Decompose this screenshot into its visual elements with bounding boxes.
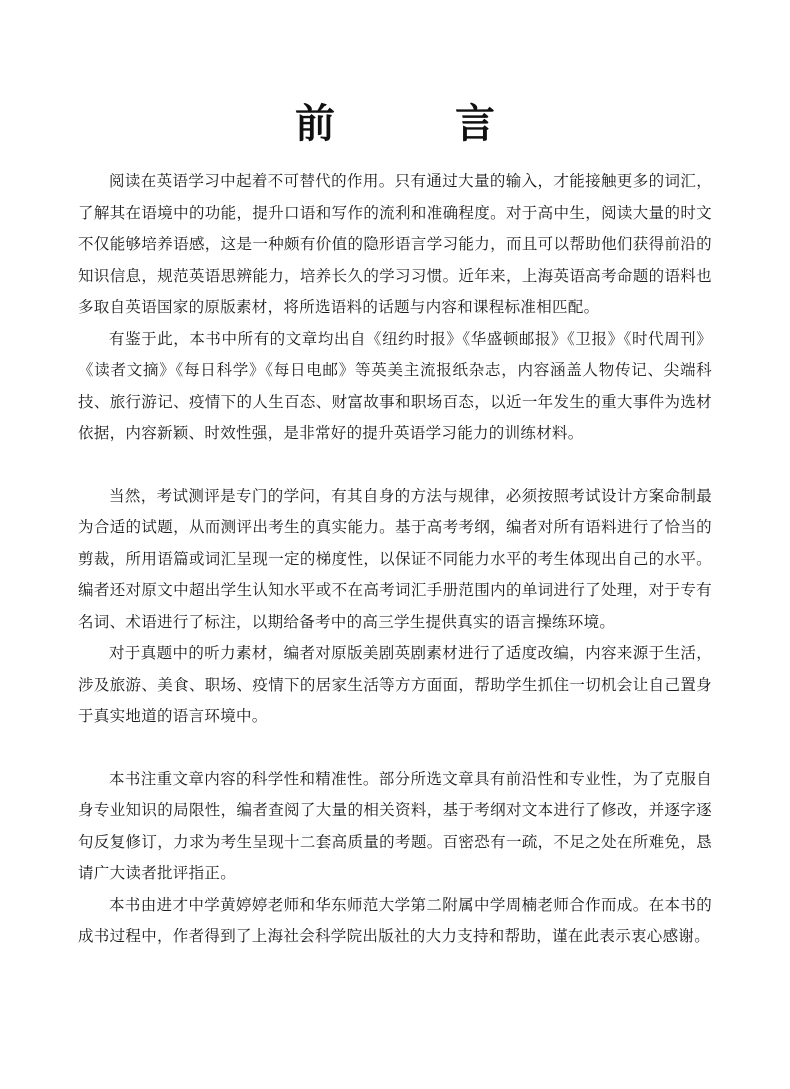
- paragraph-5: 本书注重文章内容的科学性和精准性。部分所选文章具有前沿性和专业性，为了克服自身专业知识的局限性，编者查阅了大量的相关资料，基于考纲对文本进行了修改，并逐字逐句反复修订，力求为考生呈现十二套高质量的考题。百密恐有一疏，不足之处在所难免，恳请广大读者批评指正。: [78, 769, 712, 882]
- paragraph-3: 当然，考试测评是专门的学问，有其自身的方法与规律，必须按照考试设计方案命制最为合适的试题，从而测评出考生的真实能力。基于高考考纲，编者对所有语料进行了恰当的剪裁，所用语篇或词汇呈现一定的梯度性，以保证不同能力水平的考生体现出自己的水平。编者还对原文中超出学生认知水平或不在高考词汇手册范围内的单词进行了处理，对于专有名词、术语进行了标注，以期给备考中的高三学生提供真实的语言操练环境。: [78, 486, 712, 631]
- paragraph-gap: [78, 733, 712, 764]
- paragraph-2: 有鉴于此，本书中所有的文章均出自《纽约时报》《华盛顿邮报》《卫报》《时代周刊》《读者文摘》《每日科学》《每日电邮》等英美主流报纸杂志，内容涵盖人物传记、尖端科技、旅行游记、疫情下的人生百态、财富故事和职场百态，以近一年发生的重大事件为选材依据，内容新颖、时效性强，是非常好的提升英语学习能力的训练材料。: [78, 329, 712, 442]
- paragraph-6: 本书由进才中学黄婷婷老师和华东师范大学第二附属中学周楠老师合作而成。在本书的成书过程中，作者得到了上海社会科学院出版社的大力支持和帮助，谨在此表示衷心感谢。: [78, 895, 712, 945]
- paragraph-1: 阅读在英语学习中起着不可替代的作用。只有通过大量的输入，才能接触更多的词汇，了解其在语境中的功能，提升口语和写作的流利和准确程度。对于高中生，阅读大量的时文不仅能够培养语感，这是一种颇有价值的隐形语言学习能力，而且可以帮助他们获得前沿的知识信息，规范英语思辨能力，培养长久的学习习惯。近年来，上海英语高考命题的语料也多取自英语国家的原版素材，将所选语料的话题与内容和课程标准相匹配。: [78, 172, 712, 316]
- paragraph-gap: [78, 450, 712, 481]
- page-title: 前 言: [295, 101, 535, 147]
- preface-body: [78, 166, 712, 953]
- paragraph-4: 对于真题中的听力素材，编者对原版美剧英剧素材进行了适度改编，内容来源于生活，涉及旅游、美食、职场、疫情下的居家生活等方方面面，帮助学生抓住一切机会让自己置身于真实地道的语言环境中。: [78, 644, 712, 725]
